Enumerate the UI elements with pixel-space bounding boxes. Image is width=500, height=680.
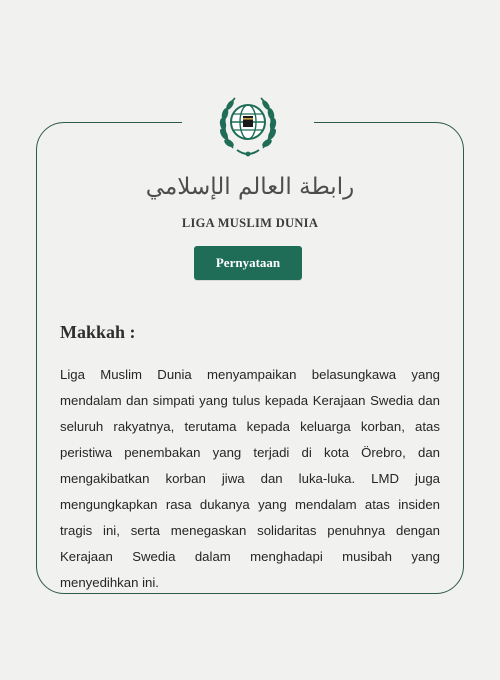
globe-laurel-kaaba-icon	[215, 88, 281, 164]
statement-body: Liga Muslim Dunia menyampaikan belasungkawa yang mendalam dan simpati yang tulus kepada Kerajaan Swedia dan seluruh rakyatnya, terutama kepada keluarga korban, atas peristiwa penembakan yang terjadi di kota Örebro, dan mengakibatkan korban jiwa dan luka-luka. LMD juga mengungkapkan rasa dukanya yang mendalam atas insiden tragis ini, serta menegaskan solidaritas penuhnya dengan Kerajaan Swedia dalam menghadapi musibah yang menyedihkan ini.	[60, 367, 440, 590]
statement-badge: Pernyataan	[194, 246, 302, 280]
arabic-org-title: رابطة العالم الإسلامي	[145, 174, 355, 200]
location-label: Makkah :	[60, 322, 136, 342]
org-name: LIGA MUSLIM DUNIA	[181, 216, 319, 230]
